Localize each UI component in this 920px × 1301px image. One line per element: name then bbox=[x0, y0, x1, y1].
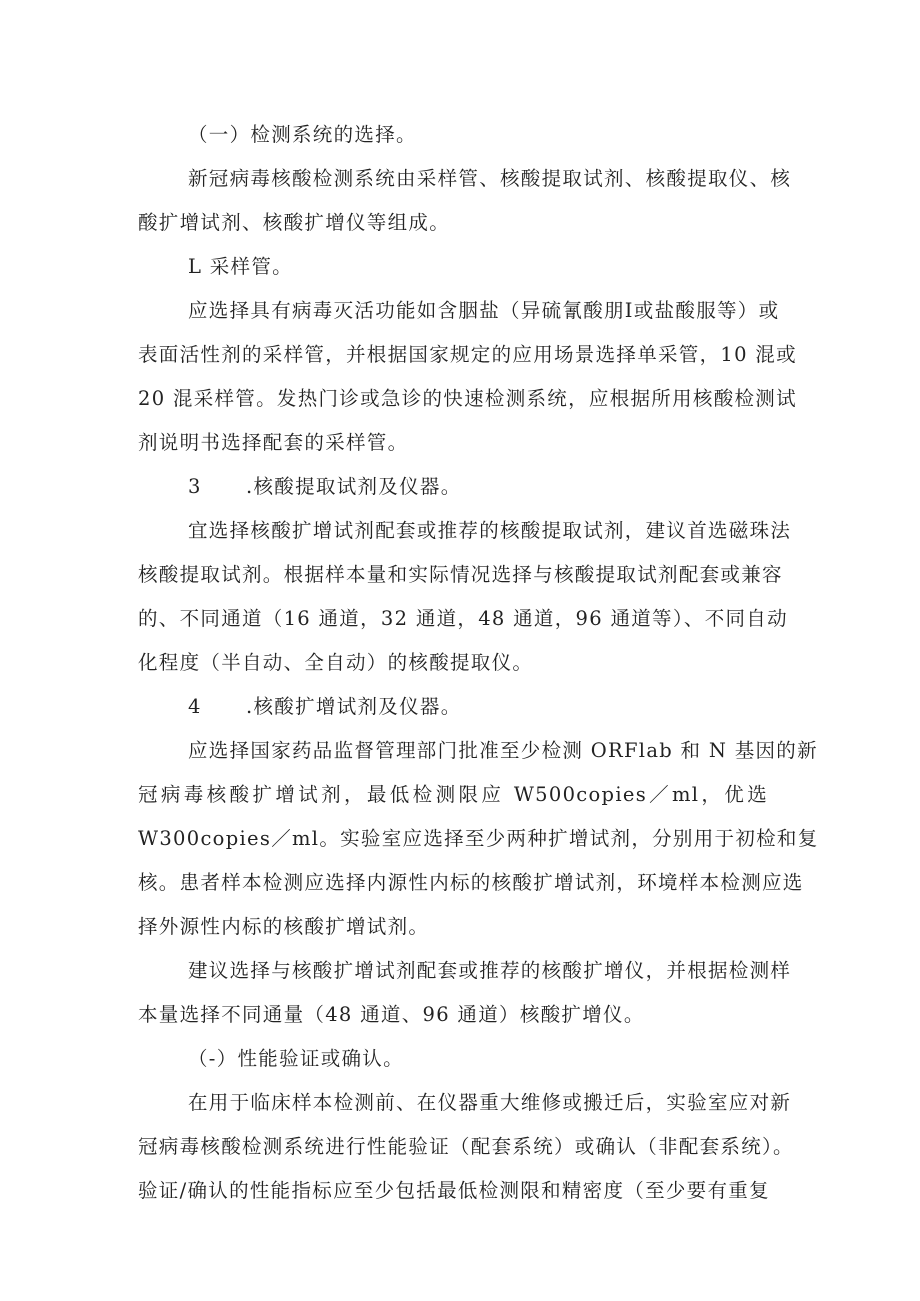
paragraph-line: 本量选择不同通量（48 通道、96 通道）核酸扩增仪。 bbox=[138, 1003, 645, 1026]
paragraph-line: 核。患者样本检测应选择内源性内标的核酸扩增试剂，环境样本检测应选 bbox=[138, 871, 804, 894]
paragraph-line: 冠病毒核酸检测系统进行性能验证（配套系统）或确认（非配套系统）。 bbox=[138, 1135, 794, 1158]
item-heading-sampling-tube: L 采样管。 bbox=[188, 255, 293, 278]
document-body bbox=[138, 113, 819, 1213]
paragraph-line: 宜选择核酸扩增试剂配套或推荐的核酸提取试剂，建议首选磁珠法 bbox=[188, 519, 792, 542]
paragraph-line: 择外源性内标的核酸扩增试剂。 bbox=[138, 915, 430, 938]
item-title: .核酸扩增试剂及仪器。 bbox=[246, 695, 462, 718]
paragraph-line: 核酸提取试剂。根据样本量和实际情况选择与核酸提取试剂配套或兼容 bbox=[138, 563, 783, 586]
paragraph-line: 新冠病毒核酸检测系统由采样管、核酸提取试剂、核酸提取仪、核 bbox=[188, 167, 792, 190]
paragraph-line: W300copies／ml。实验室应选择至少两种扩增试剂，分别用于初检和复 bbox=[138, 827, 819, 850]
paragraph-line: 表面活性剂的采样管，并根据国家规定的应用场景选择单采管，10 混或 bbox=[138, 343, 797, 366]
paragraph-line: 酸扩增试剂、核酸扩增仪等组成。 bbox=[138, 211, 451, 234]
paragraph-line: 建议选择与核酸扩增试剂配套或推荐的核酸扩增仪，并根据检测样 bbox=[188, 959, 792, 982]
item-number: 3 bbox=[188, 475, 202, 498]
item-heading-extraction bbox=[138, 465, 788, 509]
section-heading-performance: （-）性能验证或确认。 bbox=[188, 1047, 404, 1070]
paragraph-line: 应选择具有病毒灭活功能如含胭盐（异硫氰酸朋Ⅰ或盐酸服等）或 bbox=[188, 299, 780, 322]
paragraph-line: 剂说明书选择配套的采样管。 bbox=[138, 431, 409, 454]
paragraph-line: 在用于临床样本检测前、在仪器重大维修或搬迁后，实验室应对新 bbox=[188, 1091, 792, 1114]
paragraph-line: 20 混采样管。发热门诊或急诊的快速检测系统，应根据所用核酸检测试 bbox=[138, 387, 797, 410]
paragraph-line: 冠病毒核酸扩增试剂，最低检测限应 W500copies／ml，优选 bbox=[138, 783, 768, 806]
item-title: .核酸提取试剂及仪器。 bbox=[246, 475, 462, 498]
item-heading-amplification bbox=[138, 685, 788, 729]
paragraph-line: 化程度（半自动、全自动）的核酸提取仪。 bbox=[138, 651, 534, 674]
section-heading-detection-system: （一）检测系统的选择。 bbox=[188, 123, 417, 146]
item-number: 4 bbox=[188, 695, 202, 718]
paragraph-line: 应选择国家药品监督管理部门批准至少检测 ORFlab 和 N 基因的新 bbox=[188, 739, 818, 762]
paragraph-line: 的、不同通道（16 通道，32 通道，48 通道，96 通道等）、不同自动 bbox=[138, 607, 788, 630]
paragraph-line: 验证/确认的性能指标应至少包括最低检测限和精密度（至少要有重复 bbox=[138, 1179, 770, 1202]
